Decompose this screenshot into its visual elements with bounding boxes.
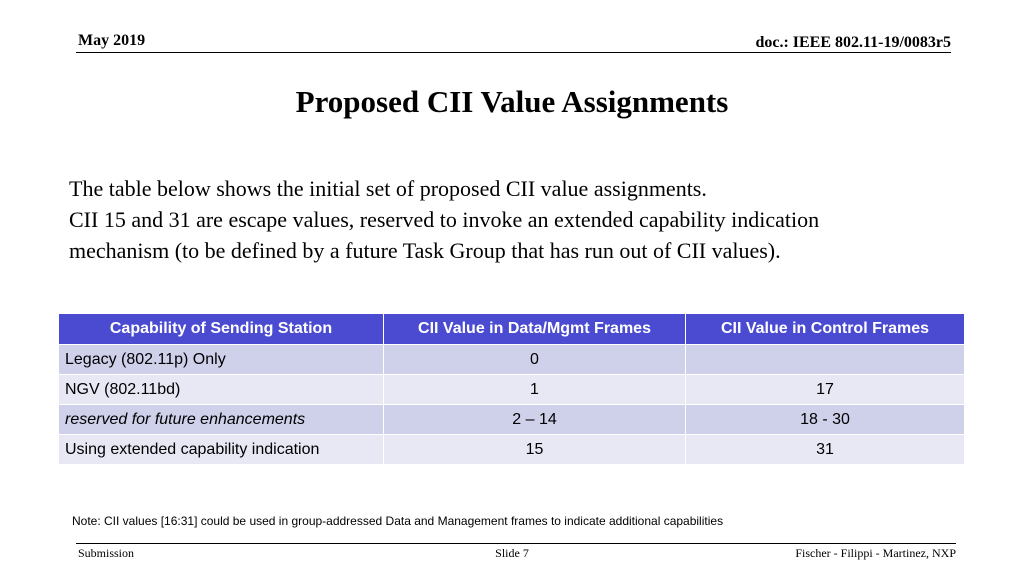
body-line: mechanism (to be defined by a future Task Group that has run out of CII values). bbox=[69, 238, 781, 263]
table-note: Note: CII values [16:31] could be used in group-addressed Data and Management frames to indicate additional capabilities bbox=[72, 514, 724, 528]
footer-authors: Fischer - Filippi - Martinez, NXP bbox=[795, 546, 956, 560]
footer-slide-number: Slide 7 bbox=[495, 546, 529, 560]
cell-control bbox=[686, 345, 965, 375]
header-divider bbox=[76, 52, 951, 53]
cell-control: 18 - 30 bbox=[686, 405, 965, 435]
body-text bbox=[69, 173, 969, 266]
header-date: May 2019 bbox=[78, 32, 146, 49]
table-row bbox=[59, 435, 965, 465]
cell-control: 17 bbox=[686, 375, 965, 405]
cell-capability: Legacy (802.11p) Only bbox=[59, 345, 384, 375]
header-doc-id: doc.: IEEE 802.11-19/0083r5 bbox=[755, 34, 951, 51]
column-header-capability: Capability of Sending Station bbox=[59, 314, 384, 345]
cell-control: 31 bbox=[686, 435, 965, 465]
cell-capability: Using extended capability indication bbox=[59, 435, 384, 465]
slide-title: Proposed CII Value Assignments bbox=[295, 84, 729, 119]
table-row bbox=[59, 405, 965, 435]
cell-capability: reserved for future enhancements bbox=[59, 405, 384, 435]
footer-submission: Submission bbox=[78, 546, 135, 560]
table-row bbox=[59, 345, 965, 375]
footer-divider bbox=[76, 543, 956, 544]
cii-value-table bbox=[58, 313, 965, 465]
column-header-control: CII Value in Control Frames bbox=[686, 314, 965, 345]
cell-data-mgmt: 1 bbox=[384, 375, 686, 405]
table-row bbox=[59, 375, 965, 405]
cell-data-mgmt: 15 bbox=[384, 435, 686, 465]
column-header-data-mgmt: CII Value in Data/Mgmt Frames bbox=[384, 314, 686, 345]
cell-data-mgmt: 0 bbox=[384, 345, 686, 375]
table-header-row bbox=[59, 314, 965, 345]
body-line: The table below shows the initial set of proposed CII value assignments. bbox=[69, 176, 707, 201]
cell-data-mgmt: 2 – 14 bbox=[384, 405, 686, 435]
body-line: CII 15 and 31 are escape values, reserved to invoke an extended capability indication bbox=[69, 207, 820, 232]
cell-capability: NGV (802.11bd) bbox=[59, 375, 384, 405]
